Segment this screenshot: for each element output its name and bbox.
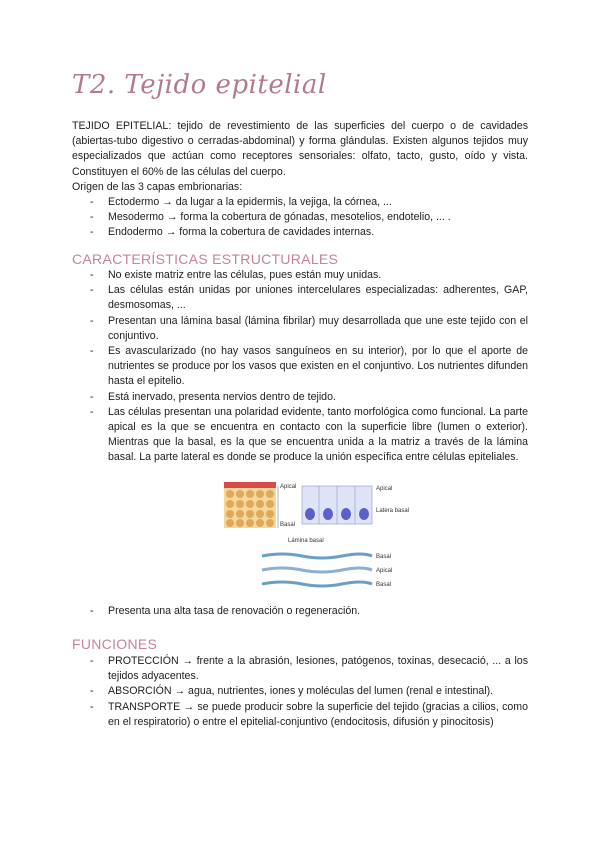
figure-label: Basal xyxy=(376,554,392,560)
section1-block xyxy=(72,268,528,466)
figure-label: Apical xyxy=(376,486,393,492)
figure-label: Apical xyxy=(376,568,393,574)
intro-paragraph: TEJIDO EPITELIAL: tejido de revestimiento de las superficies del cuerpo o de cavidades (abiertas-tubo digestivo o cerradas-abdominal) y forma glándulas. Existen algunos tejidos muy especializados que actúan como receptores sensoriales: olfato, tacto, gusto, oído y vista. Constituyen el 60% de las células del cuerpo. xyxy=(72,120,528,178)
list-item: - PROTECCIÓN → frente a la abrasión, lesiones, patógenos, toxinas, desecació, ... a los tejidos adyacentes. xyxy=(72,654,528,684)
figure-label: Basal xyxy=(376,582,392,588)
list-item: - Está inervado, presenta nervios dentro de tejido. xyxy=(72,390,528,405)
list-item: - Presenta una alta tasa de renovación o regeneración. xyxy=(72,604,528,619)
section2-block xyxy=(72,654,528,730)
list-item: - Presentan una lámina basal (lámina fibrilar) muy desarrollada que une este tejido con el conjuntivo. xyxy=(72,314,528,344)
list-item: - ABSORCIÓN → agua, nutrientes, iones y moléculas del lumen (renal e intestinal). xyxy=(72,684,528,699)
figure-label: Latera basal xyxy=(376,508,410,514)
basal-waves xyxy=(262,554,372,586)
functions-list xyxy=(72,654,528,730)
list-item: - Mesodermo → forma la cobertura de gónadas, mesotelios, endotelio, ... . xyxy=(72,210,528,225)
list-item: - Es avascularizado (no hay vasos sanguíneos en su interior), por lo que el aporte de nutrientes se produce por los vasos que existen en el conjuntivo. Los nutrientes difunden hasta el epitelio. xyxy=(72,344,528,390)
after-figure-block xyxy=(72,604,528,619)
list-item: - Endodermo → forma la cobertura de cavidades internas. xyxy=(72,225,528,240)
list-item: - No existe matriz entre las células, pues están muy unidas. xyxy=(72,268,528,283)
origin-line: Origen de las 3 capas embrionarias: xyxy=(72,180,243,193)
figure-label: Lámina basal xyxy=(288,538,324,544)
figure-label: Apical xyxy=(280,484,297,490)
list-item: - Ectodermo → da lugar a la epidermis, la vejiga, la córnea, ... xyxy=(72,195,528,210)
intro-block xyxy=(72,119,528,241)
page-title: T2. Tejido epitelial xyxy=(72,70,327,100)
list-item: - TRANSPORTE → se puede producir sobre la superficie del tejido (gracias a cilios, como en el respiratorio) o entre el epitelial-conjuntivo (endocitosis, difusión y pinocitosis) xyxy=(72,700,528,730)
origin-list xyxy=(72,195,528,241)
figure-label: Basal xyxy=(280,522,296,528)
characteristics-list xyxy=(72,268,528,466)
list-item: - Las células están unidas por uniones intercelulares especializadas: adherentes, GAP, desmosomas, ... xyxy=(72,283,528,313)
section-heading-caracteristicas: CARACTERÍSTICAS ESTRUCTURALES xyxy=(72,251,339,267)
apical-layer-left xyxy=(224,482,276,488)
epithelium-figure xyxy=(222,478,410,598)
list-item: - Las células presentan una polaridad evidente, tanto morfológica como funcional. La parte apical es la que se encuentra en contacto con la superficie libre (lumen o exterior). Mientras que la basal, es la que se encuentra unida a la matriz a través de la lámina basal. La parte lateral es donde se produce la unión específica entre células epiteliales. xyxy=(72,405,528,466)
section-heading-funciones: FUNCIONES xyxy=(72,636,158,652)
